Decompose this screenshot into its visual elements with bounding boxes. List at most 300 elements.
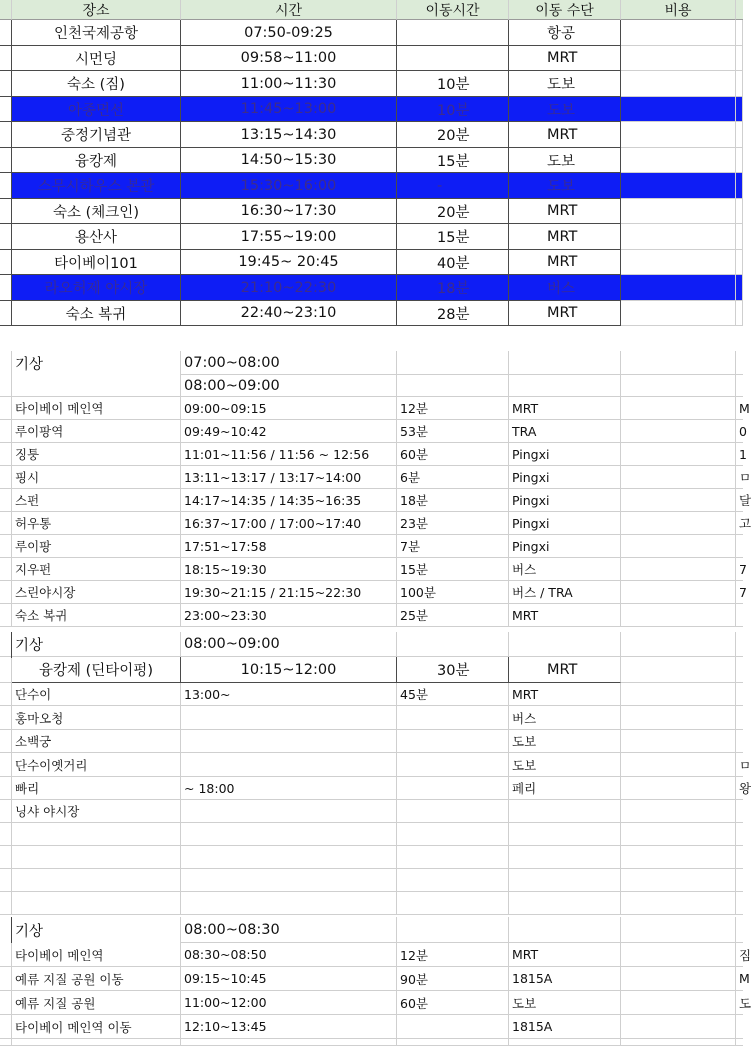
row-gutter[interactable] (0, 122, 12, 148)
place-cell[interactable]: 핑시 (12, 466, 181, 489)
time-cell[interactable]: 18:15~19:30 (181, 558, 397, 581)
travel-cell[interactable]: 15분 (397, 224, 509, 250)
transport-cell[interactable]: Pingxi (509, 535, 621, 558)
place-cell[interactable]: 라오허제 야시장 (12, 275, 181, 301)
travel-cell[interactable]: 45분 (397, 683, 509, 706)
travel-cell[interactable]: 28분 (397, 301, 509, 326)
place-cell[interactable]: 숙소 (짐) (12, 71, 181, 97)
place-cell[interactable]: 타이베이 메인역 이동 (12, 1015, 181, 1039)
cost-cell[interactable] (621, 173, 736, 199)
cost-cell[interactable] (621, 800, 736, 823)
cost-cell[interactable] (621, 46, 736, 71)
travel-cell[interactable] (397, 869, 509, 892)
row-gutter[interactable] (0, 657, 12, 683)
cost-cell[interactable] (621, 823, 736, 846)
wake-time[interactable]: 08:00~09:00 (181, 632, 397, 657)
cost-cell[interactable] (621, 706, 736, 730)
time-cell[interactable]: 19:45~ 20:45 (181, 250, 397, 275)
place-cell[interactable]: 숙소 복귀 (12, 604, 181, 627)
time-cell[interactable]: 09:15~10:45 (181, 967, 397, 991)
row-gutter[interactable] (0, 275, 12, 301)
cost-cell[interactable] (621, 71, 736, 97)
place-cell[interactable]: 소백궁 (12, 730, 181, 753)
transport-cell[interactable]: MRT (509, 250, 621, 275)
transport-cell[interactable]: MRT (509, 224, 621, 250)
time-cell[interactable]: 12:10~13:45 (181, 1015, 397, 1039)
transport-cell[interactable] (509, 846, 621, 869)
extra-cell[interactable] (736, 173, 743, 199)
cost-cell[interactable] (621, 917, 736, 943)
travel-cell[interactable] (397, 892, 509, 915)
extra-cell[interactable] (736, 71, 743, 97)
row-gutter[interactable] (0, 443, 12, 466)
cost-cell[interactable] (621, 397, 736, 420)
time-cell[interactable]: 07:50-09:25 (181, 20, 397, 46)
time-cell[interactable]: 13:11~13:17 / 13:17~14:00 (181, 466, 397, 489)
time-cell[interactable] (181, 753, 397, 777)
extra-cell[interactable]: 7 (736, 581, 743, 604)
cost-cell[interactable] (621, 20, 736, 46)
place-cell[interactable]: 융캉제 (딘타이펑) (12, 657, 181, 683)
cost-cell[interactable] (621, 1015, 736, 1039)
row-gutter[interactable] (0, 604, 12, 627)
col-header-time[interactable]: 시간 (181, 0, 397, 20)
extra-cell[interactable] (736, 604, 743, 627)
travel-cell[interactable] (397, 800, 509, 823)
extra-cell[interactable] (736, 301, 743, 326)
extra-cell[interactable]: M (736, 967, 743, 991)
extra-cell[interactable] (736, 46, 743, 71)
time-cell[interactable]: 11:00~12:00 (181, 991, 397, 1015)
extra-cell[interactable] (736, 199, 743, 224)
row-gutter[interactable] (0, 869, 12, 892)
time-cell[interactable]: 14:50~15:30 (181, 148, 397, 173)
extra-cell[interactable] (736, 846, 743, 869)
row-gutter[interactable] (0, 301, 12, 326)
transport-cell[interactable] (509, 1039, 621, 1046)
extra-cell[interactable] (736, 632, 743, 657)
travel-cell[interactable] (397, 1039, 509, 1046)
cost-cell[interactable] (621, 683, 736, 706)
transport-cell[interactable] (509, 351, 621, 375)
time-cell[interactable]: 16:37~17:00 / 17:00~17:40 (181, 512, 397, 535)
cost-cell[interactable] (621, 420, 736, 443)
place-cell[interactable]: 타이베이 메인역 (12, 943, 181, 967)
transport-cell[interactable] (509, 375, 621, 397)
travel-cell[interactable]: 7분 (397, 535, 509, 558)
travel-cell[interactable]: 12분 (397, 943, 509, 967)
time-cell[interactable] (181, 706, 397, 730)
transport-cell[interactable]: 버스 / TRA (509, 581, 621, 604)
cost-cell[interactable] (621, 535, 736, 558)
cost-cell[interactable] (621, 301, 736, 326)
extra-cell[interactable] (736, 917, 743, 943)
time-cell[interactable]: 09:58~11:00 (181, 46, 397, 71)
row-gutter[interactable] (0, 397, 12, 420)
travel-cell[interactable]: 20분 (397, 122, 509, 148)
time-cell[interactable] (181, 730, 397, 753)
cost-cell[interactable] (621, 199, 736, 224)
row-gutter[interactable] (0, 1039, 12, 1046)
wake-label[interactable]: 기상 (12, 632, 181, 657)
place-cell[interactable]: 지우펀 (12, 558, 181, 581)
travel-cell[interactable]: 10분 (397, 97, 509, 122)
transport-cell[interactable]: 도보 (509, 97, 621, 122)
place-cell[interactable]: 용산사 (12, 224, 181, 250)
travel-cell[interactable] (397, 351, 509, 375)
cost-cell[interactable] (621, 275, 736, 301)
extra-cell[interactable] (736, 351, 743, 375)
wake-label[interactable]: 기상 (12, 917, 181, 943)
travel-cell[interactable] (397, 20, 509, 46)
travel-cell[interactable] (397, 375, 509, 397)
extra-cell[interactable]: 1 (736, 443, 743, 466)
place-cell[interactable]: 타이베이101 (12, 250, 181, 275)
col-header-extra[interactable] (736, 0, 743, 20)
place-cell[interactable]: 숙소 (체크인) (12, 199, 181, 224)
extra-cell[interactable] (736, 535, 743, 558)
place-cell[interactable]: 루이팡 (12, 535, 181, 558)
travel-cell[interactable] (397, 823, 509, 846)
place-cell[interactable]: 숙소 복귀 (12, 301, 181, 326)
cost-cell[interactable] (621, 869, 736, 892)
extra-cell[interactable] (736, 224, 743, 250)
extra-cell[interactable] (736, 730, 743, 753)
extra-cell[interactable] (736, 800, 743, 823)
place-cell[interactable]: 단수이옛거리 (12, 753, 181, 777)
row-gutter[interactable] (0, 683, 12, 706)
transport-cell[interactable] (509, 869, 621, 892)
place-cell[interactable]: 루이팡역 (12, 420, 181, 443)
row-gutter[interactable] (0, 375, 12, 397)
time-cell[interactable] (181, 892, 397, 915)
extra-cell[interactable]: 짐 (736, 943, 743, 967)
transport-cell[interactable]: 도보 (509, 71, 621, 97)
extra-cell[interactable]: 0 (736, 420, 743, 443)
place-cell[interactable]: 타이베이 메인역 (12, 397, 181, 420)
time-cell[interactable]: 08:00~09:00 (181, 375, 397, 397)
place-cell[interactable]: 예류 지질 공원 (12, 991, 181, 1015)
col-header-transport[interactable]: 이동 수단 (509, 0, 621, 20)
cost-cell[interactable] (621, 581, 736, 604)
transport-cell[interactable]: MRT (509, 397, 621, 420)
travel-cell[interactable]: 100분 (397, 581, 509, 604)
cost-cell[interactable] (621, 97, 736, 122)
row-gutter[interactable] (0, 581, 12, 604)
transport-cell[interactable]: MRT (509, 943, 621, 967)
extra-cell[interactable] (736, 122, 743, 148)
transport-cell[interactable]: Pingxi (509, 489, 621, 512)
row-gutter[interactable] (0, 943, 12, 967)
extra-cell[interactable] (736, 706, 743, 730)
col-header-cost[interactable]: 비용 (621, 0, 736, 20)
place-cell[interactable]: 징퉁 (12, 443, 181, 466)
time-cell[interactable]: 14:17~14:35 / 14:35~16:35 (181, 489, 397, 512)
travel-cell[interactable]: - (397, 173, 509, 199)
time-cell[interactable]: 11:00~11:30 (181, 71, 397, 97)
row-gutter[interactable] (0, 800, 12, 823)
extra-cell[interactable] (736, 1015, 743, 1039)
time-cell[interactable]: 15:30~16:00 (181, 173, 397, 199)
place-cell[interactable]: 예류 지질 공원 이동 (12, 967, 181, 991)
row-gutter[interactable] (0, 199, 12, 224)
transport-cell[interactable]: 도보 (509, 753, 621, 777)
wake-label[interactable]: 기상 (12, 351, 181, 375)
transport-cell[interactable]: 버스 (509, 275, 621, 301)
cost-cell[interactable] (621, 892, 736, 915)
extra-cell[interactable]: 달 (736, 489, 743, 512)
transport-cell[interactable]: 버스 (509, 558, 621, 581)
row-gutter[interactable] (0, 0, 12, 20)
row-gutter[interactable] (0, 753, 12, 777)
transport-cell[interactable]: 도보 (509, 991, 621, 1015)
extra-cell[interactable] (736, 148, 743, 173)
time-cell[interactable]: 16:30~17:30 (181, 199, 397, 224)
row-gutter[interactable] (0, 1015, 12, 1039)
extra-cell[interactable] (736, 97, 743, 122)
row-gutter[interactable] (0, 173, 12, 199)
time-cell[interactable]: 23:00~23:30 (181, 604, 397, 627)
travel-cell[interactable]: 10분 (397, 71, 509, 97)
cost-cell[interactable] (621, 375, 736, 397)
place-cell[interactable]: 스펀 (12, 489, 181, 512)
cost-cell[interactable] (621, 730, 736, 753)
place-cell[interactable]: 빠리 (12, 777, 181, 800)
wake-time[interactable]: 07:00~08:00 (181, 351, 397, 375)
travel-cell[interactable] (397, 1015, 509, 1039)
time-cell[interactable] (181, 869, 397, 892)
place-cell[interactable] (12, 375, 181, 397)
place-cell[interactable]: 스린야시장 (12, 581, 181, 604)
place-cell[interactable] (12, 869, 181, 892)
transport-cell[interactable]: 도보 (509, 173, 621, 199)
transport-cell[interactable] (509, 917, 621, 943)
time-cell[interactable]: 08:30~08:50 (181, 943, 397, 967)
row-gutter[interactable] (0, 777, 12, 800)
row-gutter[interactable] (0, 420, 12, 443)
travel-cell[interactable]: 15분 (397, 558, 509, 581)
row-gutter[interactable] (0, 466, 12, 489)
time-cell[interactable] (181, 823, 397, 846)
cost-cell[interactable] (621, 250, 736, 275)
travel-cell[interactable]: 6분 (397, 466, 509, 489)
cost-cell[interactable] (621, 558, 736, 581)
place-cell[interactable]: 허우통 (12, 512, 181, 535)
travel-cell[interactable]: 60분 (397, 443, 509, 466)
transport-cell[interactable]: Pingxi (509, 512, 621, 535)
place-cell[interactable]: 홍마오청 (12, 706, 181, 730)
extra-cell[interactable]: ㅁ (736, 466, 743, 489)
travel-cell[interactable]: 18분 (397, 275, 509, 301)
time-cell[interactable]: 21:10~22:30 (181, 275, 397, 301)
transport-cell[interactable]: MRT (509, 46, 621, 71)
travel-cell[interactable]: 53분 (397, 420, 509, 443)
travel-cell[interactable] (397, 632, 509, 657)
transport-cell[interactable]: MRT (509, 657, 621, 683)
time-cell[interactable]: 22:40~23:10 (181, 301, 397, 326)
time-cell[interactable]: 13:15~14:30 (181, 122, 397, 148)
travel-cell[interactable] (397, 846, 509, 869)
travel-cell[interactable]: 90분 (397, 967, 509, 991)
day1-row (0, 122, 743, 148)
row-gutter[interactable] (0, 706, 12, 730)
extra-cell[interactable] (736, 657, 743, 683)
row-gutter[interactable] (0, 489, 12, 512)
transport-cell[interactable] (509, 892, 621, 915)
travel-cell[interactable] (397, 777, 509, 800)
extra-cell[interactable]: 7 (736, 558, 743, 581)
travel-cell[interactable]: 23분 (397, 512, 509, 535)
cost-cell[interactable] (621, 512, 736, 535)
time-cell[interactable]: 17:55~19:00 (181, 224, 397, 250)
transport-cell[interactable]: MRT (509, 683, 621, 706)
row-gutter[interactable] (0, 20, 12, 46)
transport-cell[interactable]: MRT (509, 122, 621, 148)
travel-cell[interactable]: 12분 (397, 397, 509, 420)
place-cell[interactable]: 닝샤 야시장 (12, 800, 181, 823)
row-gutter[interactable] (0, 46, 12, 71)
extra-cell[interactable] (736, 892, 743, 915)
transport-cell[interactable] (509, 823, 621, 846)
cost-cell[interactable] (621, 489, 736, 512)
cost-cell[interactable] (621, 846, 736, 869)
transport-cell[interactable]: MRT (509, 301, 621, 326)
travel-cell[interactable] (397, 46, 509, 71)
cost-cell[interactable] (621, 777, 736, 800)
row-gutter[interactable] (0, 823, 12, 846)
cost-cell[interactable] (621, 148, 736, 173)
travel-cell[interactable]: 15분 (397, 148, 509, 173)
transport-cell[interactable]: MRT (509, 604, 621, 627)
row-gutter[interactable] (0, 71, 12, 97)
place-cell[interactable] (12, 846, 181, 869)
place-cell[interactable] (12, 1039, 181, 1046)
extra-cell[interactable] (736, 250, 743, 275)
extra-cell[interactable]: 고 (736, 512, 743, 535)
extra-cell[interactable]: 도 (736, 991, 743, 1015)
time-cell[interactable]: 11:01~11:56 / 11:56 ~ 12:56 (181, 443, 397, 466)
cost-cell[interactable] (621, 604, 736, 627)
time-cell[interactable] (181, 1039, 397, 1046)
extra-cell[interactable] (736, 1039, 743, 1046)
transport-cell[interactable]: TRA (509, 420, 621, 443)
travel-cell[interactable] (397, 730, 509, 753)
time-cell[interactable]: 11:45~13:00 (181, 97, 397, 122)
transport-cell[interactable]: 1815A (509, 967, 621, 991)
transport-cell[interactable] (509, 800, 621, 823)
transport-cell[interactable]: 1815A (509, 1015, 621, 1039)
row-gutter[interactable] (0, 250, 12, 275)
transport-cell[interactable]: Pingxi (509, 466, 621, 489)
cost-cell[interactable] (621, 657, 736, 683)
place-cell[interactable]: 융캉제 (12, 148, 181, 173)
cost-cell[interactable] (621, 443, 736, 466)
time-cell[interactable]: 09:00~09:15 (181, 397, 397, 420)
travel-cell[interactable]: 40분 (397, 250, 509, 275)
place-cell[interactable] (12, 892, 181, 915)
cost-cell[interactable] (621, 991, 736, 1015)
transport-cell[interactable]: 버스 (509, 706, 621, 730)
place-cell[interactable] (12, 823, 181, 846)
cost-cell[interactable] (621, 351, 736, 375)
row-gutter[interactable] (0, 892, 12, 915)
extra-cell[interactable]: 왕 (736, 777, 743, 800)
extra-cell[interactable]: ㅁ (736, 753, 743, 777)
extra-cell[interactable] (736, 375, 743, 397)
time-cell[interactable]: 09:49~10:42 (181, 420, 397, 443)
time-cell[interactable] (181, 800, 397, 823)
travel-cell[interactable]: 60분 (397, 991, 509, 1015)
extra-cell[interactable] (736, 275, 743, 301)
transport-cell[interactable]: 항공 (509, 20, 621, 46)
extra-cell[interactable]: M (736, 397, 743, 420)
time-cell[interactable]: 17:51~17:58 (181, 535, 397, 558)
extra-cell[interactable] (736, 823, 743, 846)
row-gutter[interactable] (0, 967, 12, 991)
row-gutter[interactable] (0, 535, 12, 558)
travel-cell[interactable]: 18분 (397, 489, 509, 512)
travel-cell[interactable] (397, 706, 509, 730)
travel-cell[interactable] (397, 917, 509, 943)
row-gutter[interactable] (0, 351, 12, 375)
extra-cell[interactable] (736, 683, 743, 706)
transport-cell[interactable] (509, 632, 621, 657)
col-header-travel-time[interactable]: 이동시간 (397, 0, 509, 20)
transport-cell[interactable]: 도보 (509, 148, 621, 173)
extra-cell[interactable] (736, 20, 743, 46)
place-cell[interactable]: 인천국제공항 (12, 20, 181, 46)
place-cell[interactable]: 중정기념관 (12, 122, 181, 148)
row-gutter[interactable] (0, 224, 12, 250)
transport-cell[interactable]: 페리 (509, 777, 621, 800)
cost-cell[interactable] (621, 632, 736, 657)
transport-cell[interactable]: 도보 (509, 730, 621, 753)
row-gutter[interactable] (0, 846, 12, 869)
cost-cell[interactable] (621, 1039, 736, 1046)
travel-cell[interactable] (397, 753, 509, 777)
travel-cell[interactable]: 20분 (397, 199, 509, 224)
place-cell[interactable]: 시먼딩 (12, 46, 181, 71)
time-cell[interactable] (181, 846, 397, 869)
row-gutter[interactable] (0, 558, 12, 581)
cost-cell[interactable] (621, 224, 736, 250)
row-gutter[interactable] (0, 991, 12, 1015)
row-gutter[interactable] (0, 730, 12, 753)
cost-cell[interactable] (621, 967, 736, 991)
travel-cell[interactable]: 30분 (397, 657, 509, 683)
time-cell[interactable]: 19:30~21:15 / 21:15~22:30 (181, 581, 397, 604)
time-cell[interactable]: 13:00~ (181, 683, 397, 706)
row-gutter[interactable] (0, 97, 12, 122)
cost-cell[interactable] (621, 466, 736, 489)
place-cell[interactable]: 아종면선 (12, 97, 181, 122)
extra-cell[interactable] (736, 869, 743, 892)
time-cell[interactable]: 10:15~12:00 (181, 657, 397, 683)
place-cell[interactable]: 단수이 (12, 683, 181, 706)
travel-cell[interactable]: 25분 (397, 604, 509, 627)
col-header-place[interactable]: 장소 (12, 0, 181, 20)
place-cell[interactable]: 스무시하우스 본관 (12, 173, 181, 199)
cost-cell[interactable] (621, 753, 736, 777)
row-gutter[interactable] (0, 148, 12, 173)
time-cell[interactable]: ~ 18:00 (181, 777, 397, 800)
row-gutter[interactable] (0, 512, 12, 535)
cost-cell[interactable] (621, 122, 736, 148)
transport-cell[interactable]: Pingxi (509, 443, 621, 466)
wake-time[interactable]: 08:00~08:30 (181, 917, 397, 943)
cost-cell[interactable] (621, 943, 736, 967)
transport-cell[interactable]: MRT (509, 199, 621, 224)
